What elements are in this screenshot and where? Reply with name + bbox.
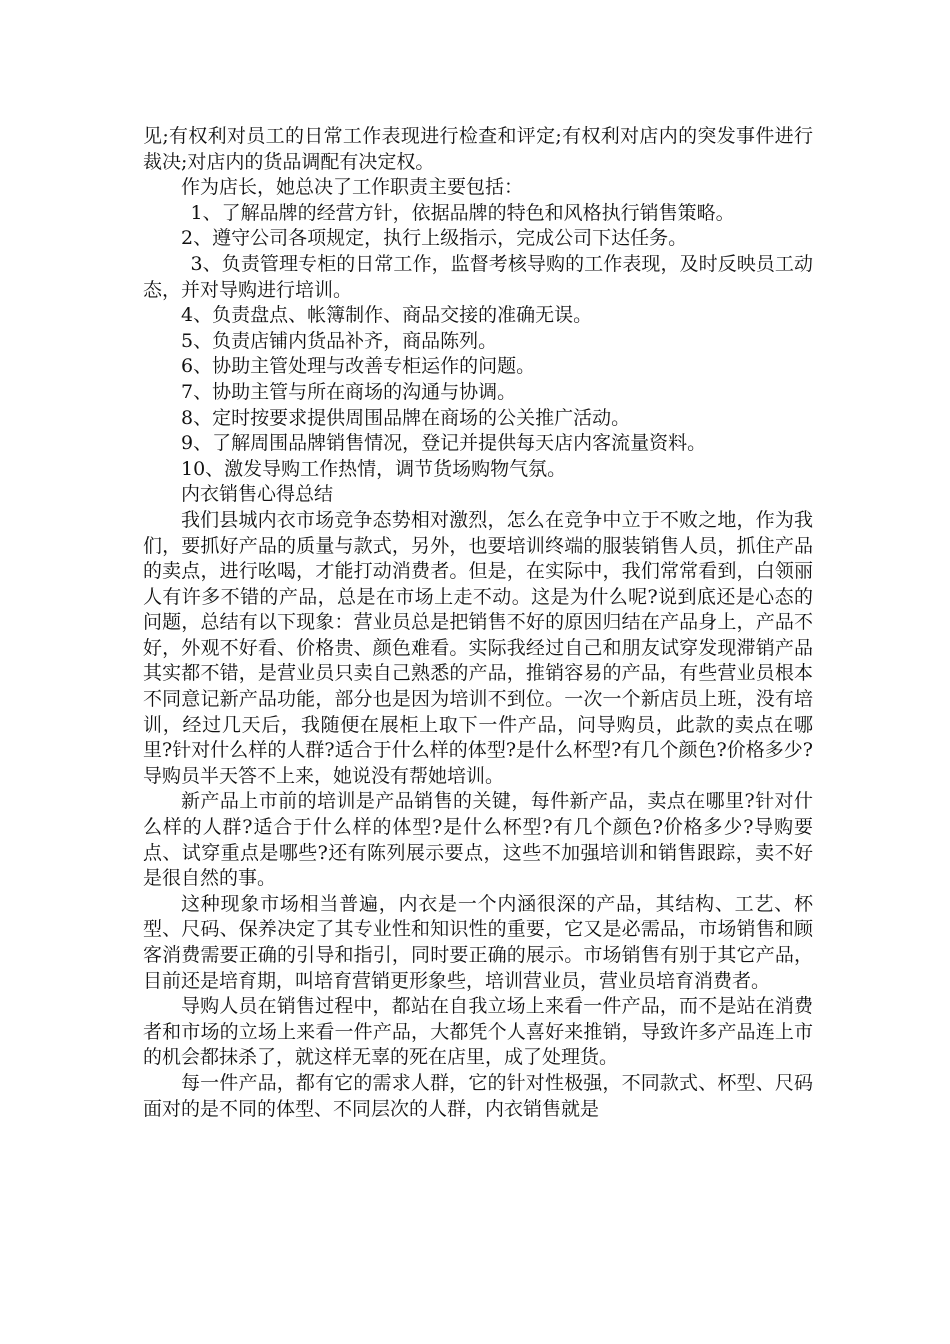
- duty-item-9: 9、了解周围品牌销售情况，登记并提供每天店内客流量资料。: [181, 432, 707, 455]
- duty-item-2: 2、遵守公司各项规定，执行上级指示，完成公司下达任务。: [181, 227, 688, 250]
- duty-item-1: 1、了解品牌的经营方针，依据品牌的特色和风格执行销售策略。: [190, 201, 735, 224]
- duty-item-6: 6、协助主管处理与改善专柜运作的问题。: [181, 355, 536, 378]
- paragraph-market: 我们县城内衣市场竞争态势相对激烈，怎么在竞争中立于不败之地，作为我们，要抓好产品的质量与款式，另外，也要培训终端的服装销售人员，抓住产品的卖点，进行吆喝，才能打动消费者。但是，在实际中，我们常常看到，白领丽人有许多不错的产品，总是在市场上走不动。这是为什么呢?说到底还是心态的问题，总结有以下现象：营业员总是把销售不好的原因归结在产品身上，产品不好，外观不好看、价格贵、颜色难看。实际我经过自己和朋友试穿发现滞销产品其实都不错，是营业员只卖自己熟悉的产品，推销容易的产品，有些营业员根本不同意记新产品功能，部分也是因为培训不到位。一次一个新店员上班，没有培训，经过几天后，我随便在展柜上取下一件产品，问导购员，此款的卖点在哪里?针对什么样的人群?适合于什么样的体型?是什么杯型?有几个颜色?价格多少?导购员半天答不上来，她说没有帮她培训。: [143, 508, 813, 787]
- duty-item-8: 8、定时按要求提供周围品牌在商场的公关推广活动。: [181, 406, 631, 429]
- document-page: [143, 124, 813, 1122]
- paragraph-training: 新产品上市前的培训是产品销售的关键，每件新产品，卖点在哪里?针对什么样的人群?适合于什么样的体型?是什么杯型?有几个颜色?价格多少?导购要点、试穿重点是哪些?还有陈列展示要点，这些不加强培训和销售跟踪，卖不好是很自然的事。: [143, 790, 813, 890]
- duty-item-3: 3、负责管理专柜的日常工作，监督考核导购的工作表现，及时反映员工动态，并对导购进行培训。: [143, 252, 813, 301]
- paragraph-product-demand: 每一件产品，都有它的需求人群，它的针对性极强，不同款式、杯型、尺码面对的是不同的体型、不同层次的人群，内衣销售就是: [143, 1071, 813, 1120]
- paragraph-sales-staff: 导购人员在销售过程中，都站在自我立场上来看一件产品，而不是站在消费者和市场的立场上来看一件产品，大都凭个人喜好来推销，导致许多产品连上市的机会都抹杀了，就这样无辜的死在店里，成了处理货。: [143, 995, 813, 1069]
- duty-item-4: 4、负责盘点、帐簿制作、商品交接的准确无误。: [181, 304, 593, 327]
- section-heading: 内衣销售心得总结: [181, 483, 334, 506]
- duty-item-10: 10、激发导购工作热情，调节货场购物气氛。: [181, 457, 567, 480]
- paragraph-continued: 见;有权利对员工的日常工作表现进行检查和评定;有权利对店内的突发事件进行裁决;对店内的货品调配有决定权。: [143, 125, 813, 173]
- duty-item-7: 7、协助主管与所在商场的沟通与协调。: [181, 380, 517, 403]
- paragraph-duties-intro: 作为店长，她总决了工作职责主要包括：: [181, 176, 524, 199]
- paragraph-phenomenon: 这种现象市场相当普遍，内衣是一个内涵很深的产品，其结构、工艺、杯型、尺码、保养决定了其专业性和知识性的重要，它又是必需品，市场销售和顾客消费需要正确的引导和指引，同时要正确的展示。市场销售有别于其它产品，目前还是培育期，叫培育营销更形象些，培训营业员，营业员培育消费者。: [143, 892, 813, 992]
- duty-item-5: 5、负责店铺内货品补齐，商品陈列。: [181, 329, 498, 352]
